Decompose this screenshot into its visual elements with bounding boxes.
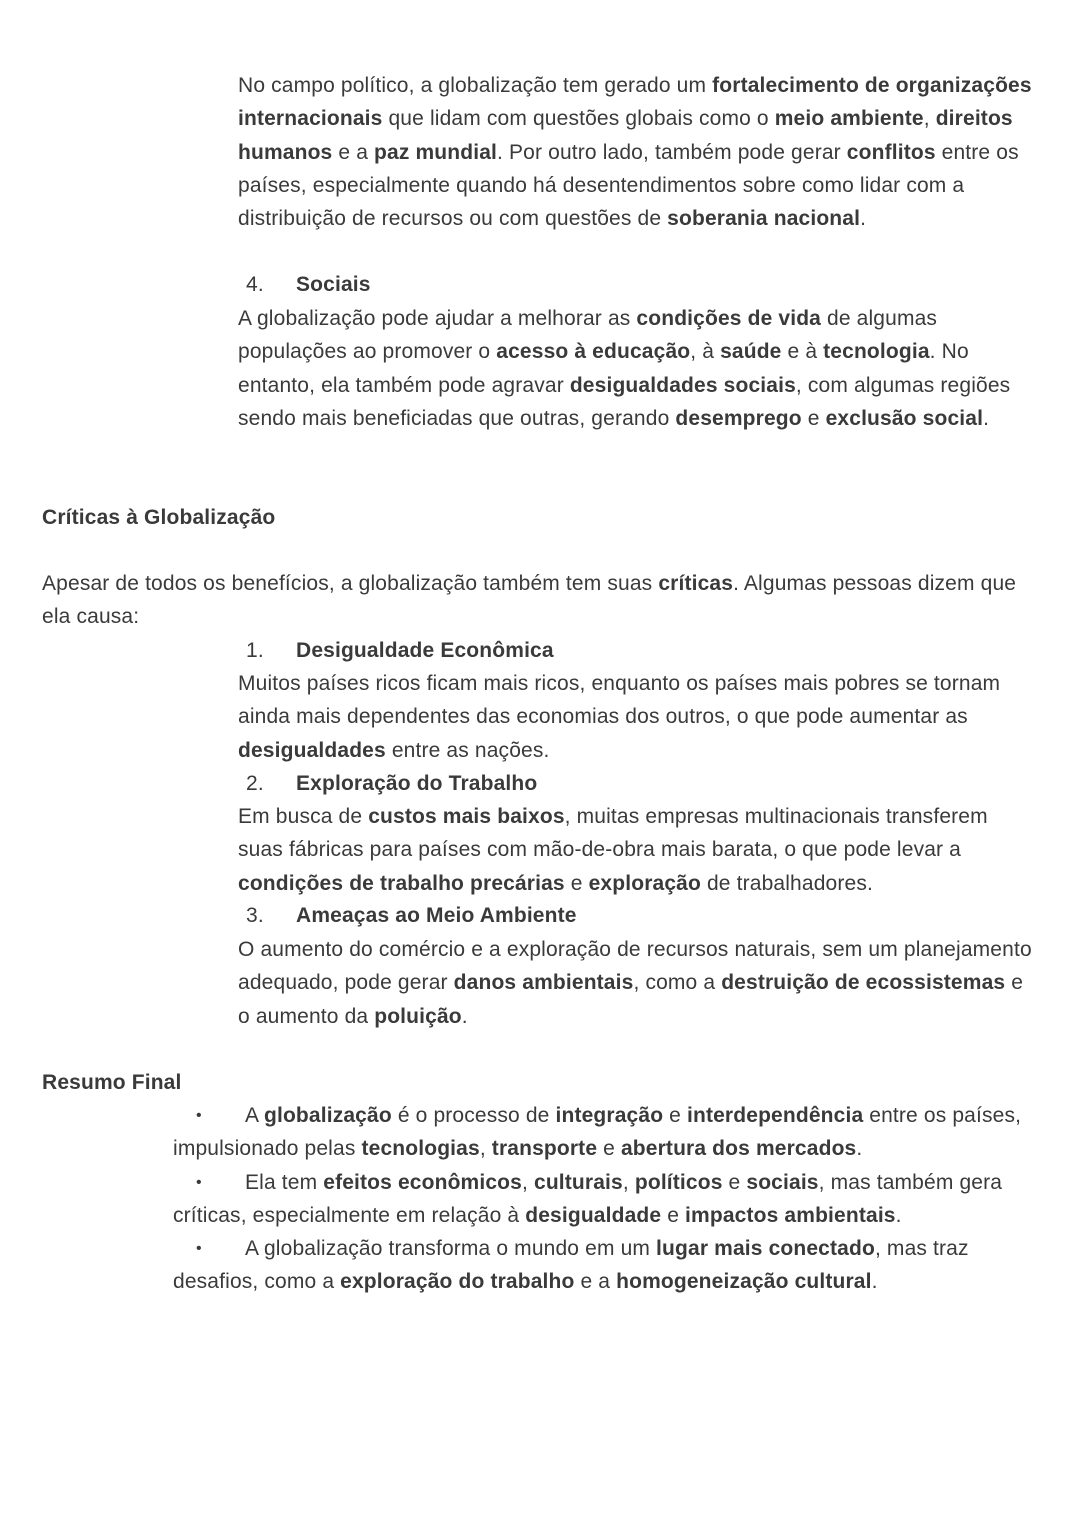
- list-number: 1.: [246, 639, 264, 662]
- list-number: 4.: [246, 273, 264, 296]
- criticas-intro: Apesar de todos os benefícios, a globalização também tem suas críticas. Algumas pessoas dizem que ela causa:: [42, 572, 1017, 629]
- resumo-bullet: Ela tem efeitos econômicos, culturais, políticos e sociais, mas também gera críticas, especialmente em relação à desigualdade e impactos ambientais.: [173, 1171, 1003, 1228]
- list-number: 3.: [246, 904, 264, 927]
- bullet-icon: •: [196, 1240, 202, 1257]
- social-paragraph: A globalização pode ajudar a melhorar as condições de vida de algumas populações ao promover o acesso à educação, à saúde e à tecnologia. No entanto, ela também pode agravar desigualdades sociais, com algumas regiões sendo mais beneficiadas que outras, gerando desemprego e exclusão social.: [238, 307, 1011, 430]
- bullet-icon: •: [196, 1107, 202, 1124]
- political-paragraph: No campo político, a globalização tem gerado um fortalecimento de organizações internacionais que lidam com questões globais como o meio ambiente, direitos humanos e a paz mundial. Por outro lado, também pode gerar conflitos entre os países, especialmente quando há desentendimentos sobre como lidar com a distribuição de recursos ou com questões de soberania nacional.: [238, 74, 1032, 231]
- list-number: 2.: [246, 772, 264, 795]
- resumo-bullet: A globalização transforma o mundo em um lugar mais conectado, mas traz desafios, como a exploração do trabalho e a homogeneização cultural.: [173, 1237, 969, 1294]
- section-heading-resumo: Resumo Final: [42, 1071, 182, 1094]
- critica-paragraph: Em busca de custos mais baixos, muitas empresas multinacionais transferem suas fábricas para países com mão-de-obra mais barata, o que pode levar a condições de trabalho precárias e exploração de trabalhadores.: [238, 805, 988, 895]
- critica-paragraph: Muitos países ricos ficam mais ricos, enquanto os países mais pobres se tornam ainda mais dependentes das economias dos outros, o que pode aumentar as desigualdades entre as nações.: [238, 672, 1001, 762]
- list-item-title: Exploração do Trabalho: [296, 772, 538, 795]
- section-heading-criticas: Críticas à Globalização: [42, 506, 276, 529]
- list-item-title: Sociais: [296, 273, 371, 296]
- list-item-title: Desigualdade Econômica: [296, 639, 554, 662]
- bullet-icon: •: [196, 1174, 202, 1191]
- critica-paragraph: O aumento do comércio e a exploração de recursos naturais, sem um planejamento adequado, pode gerar danos ambientais, como a destruição de ecossistemas e o aumento da poluição.: [238, 938, 1032, 1028]
- list-item-title: Ameaças ao Meio Ambiente: [296, 904, 577, 927]
- resumo-bullet: A globalização é o processo de integração e interdependência entre os países, impulsionado pelas tecnologias, transporte e abertura dos mercados.: [173, 1104, 1022, 1161]
